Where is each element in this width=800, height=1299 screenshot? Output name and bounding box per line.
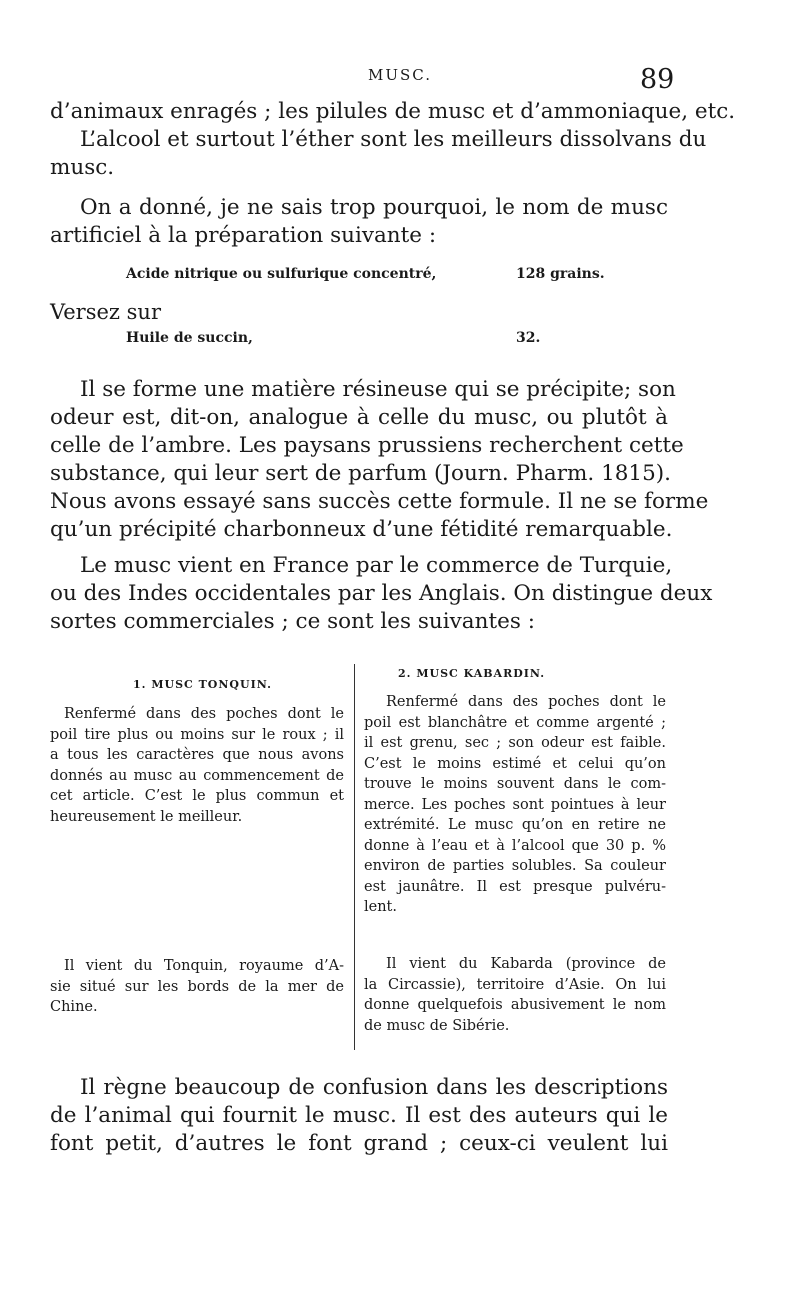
text-line: lent. xyxy=(364,899,397,915)
text-line: d’animaux enragés ; les pilules de musc et d’ammoniaque, etc. xyxy=(50,99,736,124)
text-line: de musc de Sibérie. xyxy=(364,1017,510,1034)
paragraph-1 xyxy=(50,98,736,182)
text-line: poil est blanchâtre et comme argenté ; xyxy=(364,714,666,731)
text-line: Nous avons essayé sans succès cette formule. Il ne se forme xyxy=(50,489,709,514)
text-line: donne à l’eau et à l’alcool que 30 p. % xyxy=(364,837,666,854)
text-line: la Circassie), territoire d’Asie. On lui xyxy=(364,976,666,993)
text-line: poil tire plus ou moins sur le roux ; il xyxy=(50,726,344,743)
recipe-instruction: Versez sur xyxy=(50,300,161,324)
text-line: Renfermé dans des poches dont le xyxy=(64,706,344,722)
text-line: Il vient du Kabarda (province de xyxy=(386,956,666,972)
column-heading-tonquin: 1. MUSC TONQUIN. xyxy=(133,678,272,691)
paragraph-2 xyxy=(50,194,668,250)
column-left-origin xyxy=(50,956,344,1018)
column-divider xyxy=(354,664,355,1050)
text-line: donne quelquefois abusivement le nom xyxy=(364,997,666,1013)
text-line: musc. xyxy=(50,155,115,180)
recipe-line-1 xyxy=(126,266,606,282)
text-line: heureusement le meilleur. xyxy=(50,808,243,825)
text-line: a tous les caractères que nous avons xyxy=(50,747,344,763)
text-line: donnés au musc au commencement de xyxy=(50,767,344,784)
column-heading-kabardin: 2. MUSC KABARDIN. xyxy=(398,667,546,680)
text-line: merce. Les poches sont pointues à leur xyxy=(364,796,666,813)
text-line: odeur est, dit-on, analogue à celle du musc, ou plutôt à xyxy=(50,405,668,430)
paragraph-4 xyxy=(50,552,713,636)
text-line: sortes commerciales ; ce sont les suivantes : xyxy=(50,609,535,634)
text-line: celle de l’ambre. Les paysans prussiens recherchent cette xyxy=(50,433,684,458)
text-line: il est grenu, sec ; son odeur est faible. xyxy=(364,735,666,751)
column-right-origin xyxy=(364,954,666,1036)
column-left-text xyxy=(50,704,344,827)
text-line: Il se forme une matière résineuse qui se précipite; son xyxy=(80,377,676,402)
column-right-text xyxy=(364,692,666,918)
text-line: Il vient du Tonquin, royaume d’A- xyxy=(64,958,344,974)
text-line: Il règne beaucoup de confusion dans les descriptions xyxy=(80,1075,668,1100)
recipe-line-2 xyxy=(126,330,606,346)
text-line: trouve le moins souvent dans le com- xyxy=(364,776,666,792)
quantity-1: 128 grains. xyxy=(516,266,605,282)
text-line: qu’un précipité charbonneux d’une fétidité remarquable. xyxy=(50,517,673,542)
running-header: MUSC. xyxy=(368,66,432,84)
text-line: Le musc vient en France par le commerce de Turquie, xyxy=(80,553,673,578)
text-line: Renfermé dans des poches dont le xyxy=(386,694,666,710)
text-line: cet article. C’est le plus commun et xyxy=(50,788,344,804)
ingredient-1: Acide nitrique ou sulfurique concentré, xyxy=(126,266,437,282)
text-line: est jaunâtre. Il est presque pulvéru- xyxy=(364,878,666,895)
text-line: On a donné, je ne sais trop pourquoi, le nom de musc xyxy=(80,195,668,220)
text-line: environ de parties solubles. Sa couleur xyxy=(364,858,666,874)
text-line: Chine. xyxy=(50,999,98,1015)
paragraph-3 xyxy=(50,376,709,544)
text-line: ou des Indes occidentales par les Anglais. On distingue deux xyxy=(50,581,713,606)
text-line: extrémité. Le musc qu’on en retire ne xyxy=(364,817,666,833)
page-number: 89 xyxy=(640,64,675,95)
text-line: sie situé sur les bords de la mer de xyxy=(50,978,344,995)
text-line: font petit, d’autres le font grand ; ceux-ci veulent lui xyxy=(50,1131,668,1156)
ingredient-2: Huile de succin, xyxy=(126,330,253,346)
text-line: substance, qui leur sert de parfum (Journ. Pharm. 1815). xyxy=(50,461,672,486)
text-line: de l’animal qui fournit le musc. Il est des auteurs qui le xyxy=(50,1103,668,1128)
paragraph-5 xyxy=(50,1074,668,1158)
text-line: C’est le moins estimé et celui qu’on xyxy=(364,755,666,772)
text-line: artificiel à la préparation suivante : xyxy=(50,223,437,248)
text-line: L’alcool et surtout l’éther sont les meilleurs dissolvans du xyxy=(80,127,707,152)
quantity-2: 32. xyxy=(516,330,541,346)
